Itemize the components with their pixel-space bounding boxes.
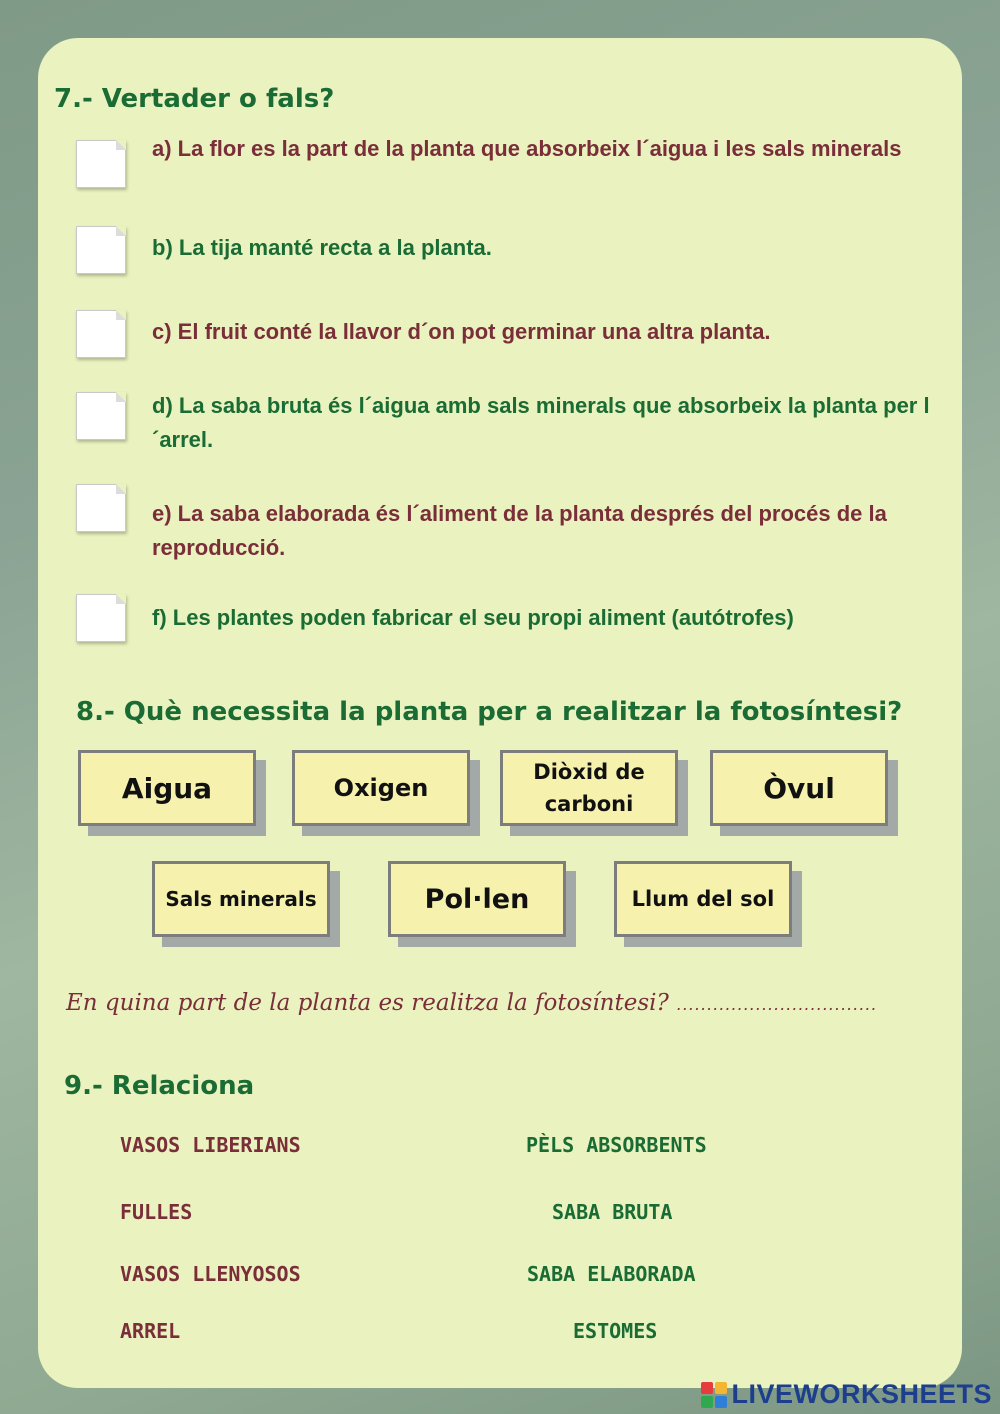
logo-squares-icon — [701, 1382, 727, 1408]
statement-f: f) Les plantes poden fabricar el seu propi aliment (autótrofes) — [152, 605, 794, 630]
statement-b: b) La tija manté recta a la planta. — [152, 235, 492, 260]
liveworksheets-logo — [701, 1379, 992, 1410]
section-8-title: 8.- Què necessita la planta per a realitzar la fotosíntesi? — [76, 697, 903, 727]
section-7-title: 7.- Vertader o fals? — [54, 84, 335, 114]
match-right-saba-elaborada[interactable]: SABA ELABORADA — [527, 1262, 696, 1286]
statement-e: e) La saba elaborada és l´aliment de la planta després del procés de la reproducció. — [152, 501, 887, 560]
checkbox-a[interactable] — [76, 140, 126, 188]
statement-d: d) La saba bruta és l´aigua amb sals minerals que absorbeix la planta per l´arrel. — [152, 393, 930, 452]
match-right-saba-bruta[interactable]: SABA BRUTA — [552, 1200, 673, 1224]
match-right-estomes[interactable]: ESTOMES — [573, 1319, 658, 1343]
match-left-arrel[interactable]: ARREL — [120, 1319, 181, 1343]
logo-text: LIVEWORKSHEETS — [731, 1379, 992, 1409]
checkbox-f[interactable] — [76, 594, 126, 642]
section-9-title: 9.- Relaciona — [64, 1071, 255, 1101]
photosynthesis-question-line — [66, 990, 877, 1016]
match-left-vasos-liberians[interactable]: VASOS LIBERIANS — [120, 1133, 301, 1157]
option-dioxid-de-carboni[interactable]: Diòxid de carboni — [500, 750, 678, 826]
checkbox-e[interactable] — [76, 484, 126, 532]
option-llum-del-sol[interactable]: Llum del sol — [614, 861, 792, 937]
option-aigua[interactable]: Aigua — [78, 750, 256, 826]
option-oxigen[interactable]: Oxigen — [292, 750, 470, 826]
statement-c: c) El fruit conté la llavor d´on pot germinar una altra planta. — [152, 319, 771, 344]
checkbox-d[interactable] — [76, 392, 126, 440]
checkbox-b[interactable] — [76, 226, 126, 274]
statement-a: a) La flor es la part de la planta que absorbeix l´aigua i les sals minerals — [152, 136, 902, 161]
option-pollen[interactable]: Pol·len — [388, 861, 566, 937]
answer-blank[interactable]: ................................. — [676, 995, 877, 1014]
checkbox-c[interactable] — [76, 310, 126, 358]
option-sals-minerals[interactable]: Sals minerals — [152, 861, 330, 937]
match-left-fulles[interactable]: FULLES — [120, 1200, 193, 1224]
option-ovul[interactable]: Òvul — [710, 750, 888, 826]
match-left-vasos-llenyosos[interactable]: VASOS LLENYOSOS — [120, 1262, 301, 1286]
photosynthesis-question: En quina part de la planta es realitza la fotosíntesi? — [66, 990, 669, 1016]
match-right-pels-absorbents[interactable]: PÈLS ABSORBENTS — [526, 1133, 707, 1157]
